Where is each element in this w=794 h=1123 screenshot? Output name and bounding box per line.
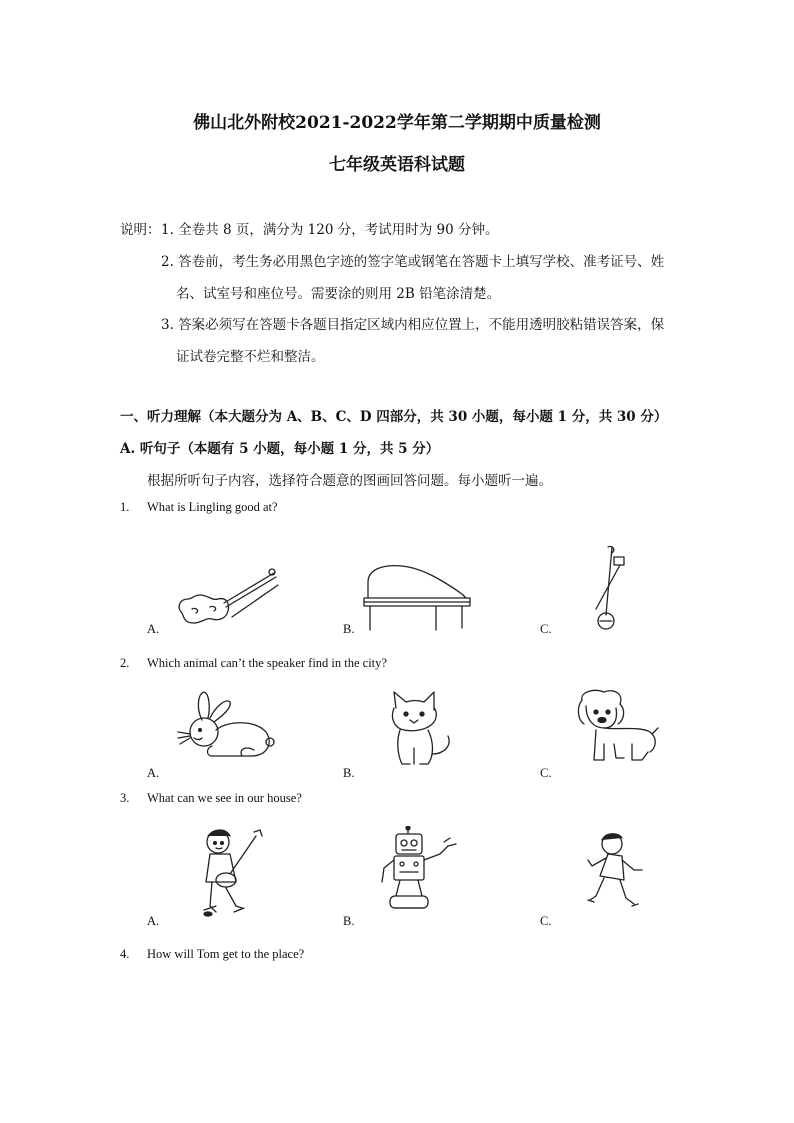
- question-number: 2.: [120, 656, 130, 670]
- piano-icon: [362, 560, 474, 632]
- option-a: A.: [147, 914, 160, 928]
- part-a-heading: A. 听句子（本题有 5 小题，每小题 1 分，共 5 分）: [120, 441, 440, 457]
- option-c: C.: [540, 914, 552, 928]
- part-a-instruction: 根据所听句子内容，选择符合题意的图画回答问题。每小题听一遍。: [147, 473, 552, 489]
- exam-title: 佛山北外附校2021-2022学年第二学期期中质量检测: [193, 113, 601, 133]
- erhu-icon: [590, 543, 630, 633]
- question-number: 1.: [120, 500, 130, 514]
- question-text: What is Lingling good at?: [147, 500, 278, 514]
- running-boy-icon: [586, 830, 646, 916]
- question-text: How will Tom get to the place?: [147, 947, 305, 961]
- option-b: B.: [343, 766, 355, 780]
- section-heading: 一、听力理解（本大题分为 A、B、C、D 四部分，共 30 小题，每小题 1 分，共 30 分）: [120, 409, 668, 425]
- question-number: 3.: [120, 791, 130, 805]
- instruction-item-2-line-2: 名、试室号和座位号。需要涂的则用 2B 铅笔涂清楚。: [176, 286, 501, 302]
- question-number: 4.: [120, 947, 130, 961]
- instruction-item-3-line-2: 证试卷完整不烂和整洁。: [176, 349, 325, 365]
- question-text: What can we see in our house?: [147, 791, 302, 805]
- instruction-item-1: 1. 全卷共 8 页，满分为 120 分，考试用时为 90 分钟。: [161, 222, 499, 238]
- option-b: B.: [343, 622, 355, 636]
- rabbit-icon: [172, 690, 282, 765]
- instructions-label: 说明：: [120, 222, 161, 238]
- question-text: Which animal can’t the speaker find in the city?: [147, 656, 387, 670]
- cat-icon: [382, 688, 456, 768]
- violin-icon: [172, 565, 282, 630]
- option-c: C.: [540, 622, 552, 636]
- dog-icon: [574, 688, 660, 768]
- instruction-item-2-line-1: 2. 答卷前，考生务必用黑色字迹的签字笔或钢笔在答题卡上填写学校、准考证号、姓: [161, 254, 665, 270]
- option-b: B.: [343, 914, 355, 928]
- robot-icon: [378, 826, 464, 916]
- option-a: A.: [147, 766, 160, 780]
- instruction-item-3-line-1: 3. 答案必须写在答题卡各题目指定区域内相应位置上，不能用透明胶粘错误答案，保: [161, 317, 665, 333]
- exam-subtitle: 七年级英语科试题: [329, 155, 465, 175]
- option-a: A.: [147, 622, 160, 636]
- option-c: C.: [540, 766, 552, 780]
- boy-with-guitar-icon: [196, 826, 268, 918]
